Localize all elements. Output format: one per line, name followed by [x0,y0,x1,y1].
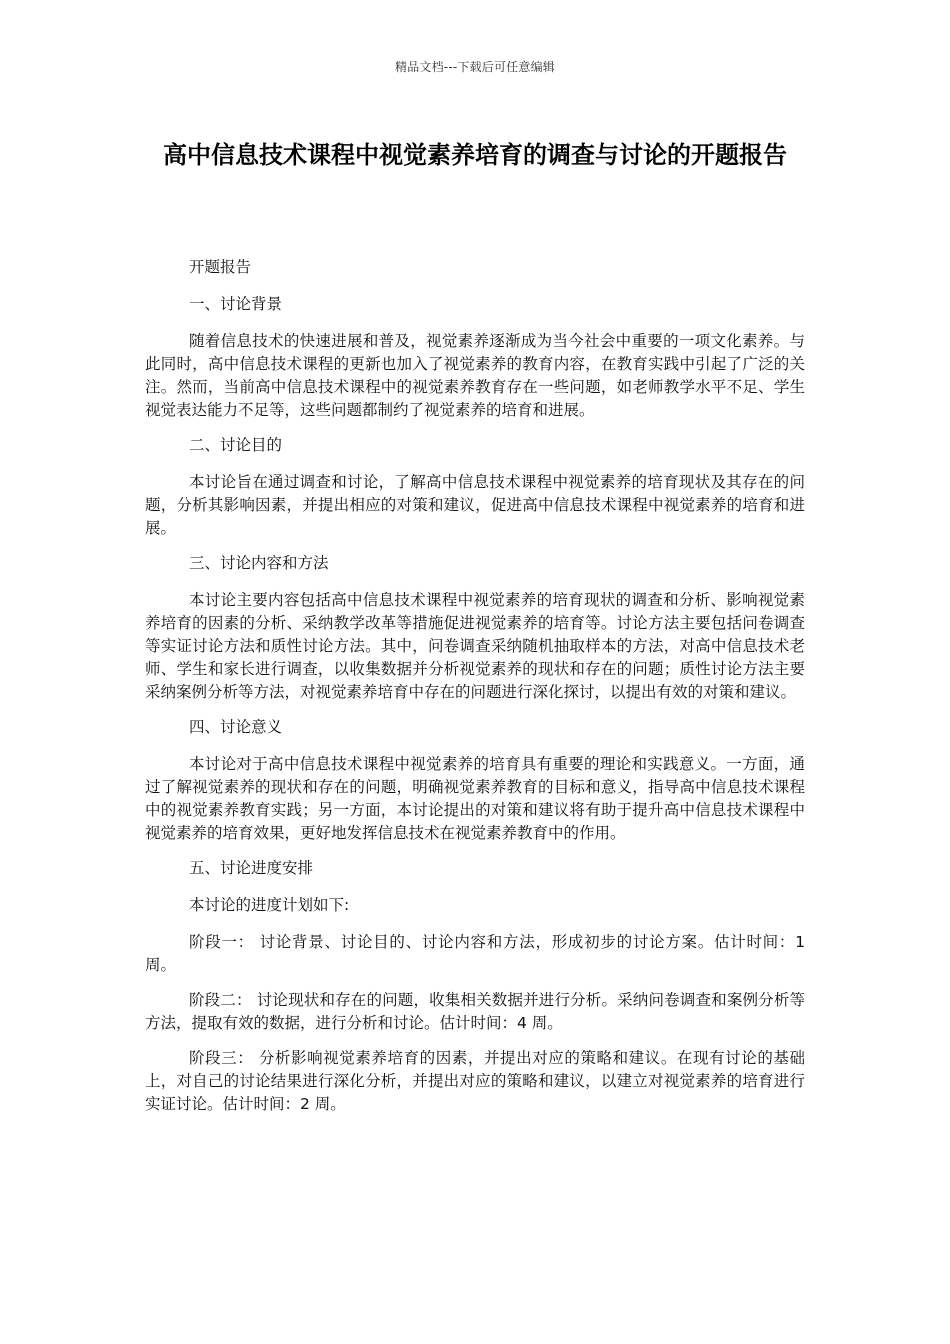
document-title: 高中信息技术课程中视觉素养培育的调查与讨论的开题报告 [163,141,787,169]
schedule-stage-2: 阶段二： 讨论现状和存在的问题，收集相关数据并进行分析。采纳问卷调查和案例分析等方法，提取有效的数据，进行分析和讨论。估计时间：4 周。 [145,991,805,1032]
section-heading-purpose: 二、讨论目的 [189,436,283,454]
document-body [145,256,805,1128]
section-heading-content-methods: 三、讨论内容和方法 [189,554,329,572]
schedule-stage-3: 阶段三： 分析影响视觉素养培育的因素，并提出对应的策略和建议。在现有讨论的基础上，对自己的讨论结果进行深化分析，并提出对应的策略和建议，以建立对视觉素养的培育进行实证讨论。估计时间：2 周。 [145,1049,805,1113]
paragraph-significance: 本讨论对于高中信息技术课程中视觉素养的培育具有重要的理论和实践意义。一方面，通过了解视觉素养的现状和存在的问题，明确视觉素养教育的目标和意义，指导高中信息技术课程中的视觉素养教育实践；另一方面，本讨论提出的对策和建议将有助于提升高中信息技术课程中视觉素养的培育效果，更好地发挥信息技术在视觉素养教育中的作用。 [145,755,805,842]
schedule-stage-1: 阶段一： 讨论背景、讨论目的、讨论内容和方法，形成初步的讨论方案。估计时间：1 周。 [145,933,805,974]
section-label-report: 开题报告 [189,258,252,276]
paragraph-purpose: 本讨论旨在通过调查和讨论，了解高中信息技术课程中视觉素养的培育现状及其存在的问题，分析其影响因素，并提出相应的对策和建议，促进高中信息技术课程中视觉素养的培育和进展。 [145,473,805,537]
header-note: 精品文档---下载后可任意编辑 [395,60,555,74]
paragraph-background: 随着信息技术的快速进展和普及，视觉素养逐渐成为当今社会中重要的一项文化素养。与此同时，高中信息技术课程的更新也加入了视觉素养的教育内容，在教育实践中引起了广泛的关注。然而，当前高中信息技术课程中的视觉素养教育存在一些问题，如老师教学水平不足、学生视觉表达能力不足等，这些问题都制约了视觉素养的培育和进展。 [145,332,805,419]
section-heading-significance: 四、讨论意义 [189,718,283,736]
paragraph-content-methods: 本讨论主要内容包括高中信息技术课程中视觉素养的培育现状的调查和分析、影响视觉素养培育的因素的分析、采纳教学改革等措施促进视觉素养的培育等。讨论方法主要包括问卷调查等实证讨论方法和质性讨论方法。其中，问卷调查采纳随机抽取样本的方法，对高中信息技术老师、学生和家长进行调查，以收集数据并分析视觉素养的现状和存在的问题；质性讨论方法主要采纳案例分析等方法，对视觉素养培育中存在的问题进行深化探讨，以提出有效的对策和建议。 [145,591,805,701]
section-heading-background: 一、讨论背景 [189,295,283,313]
section-heading-schedule: 五、讨论进度安排 [189,859,314,877]
schedule-intro: 本讨论的进度计划如下: [189,896,350,914]
